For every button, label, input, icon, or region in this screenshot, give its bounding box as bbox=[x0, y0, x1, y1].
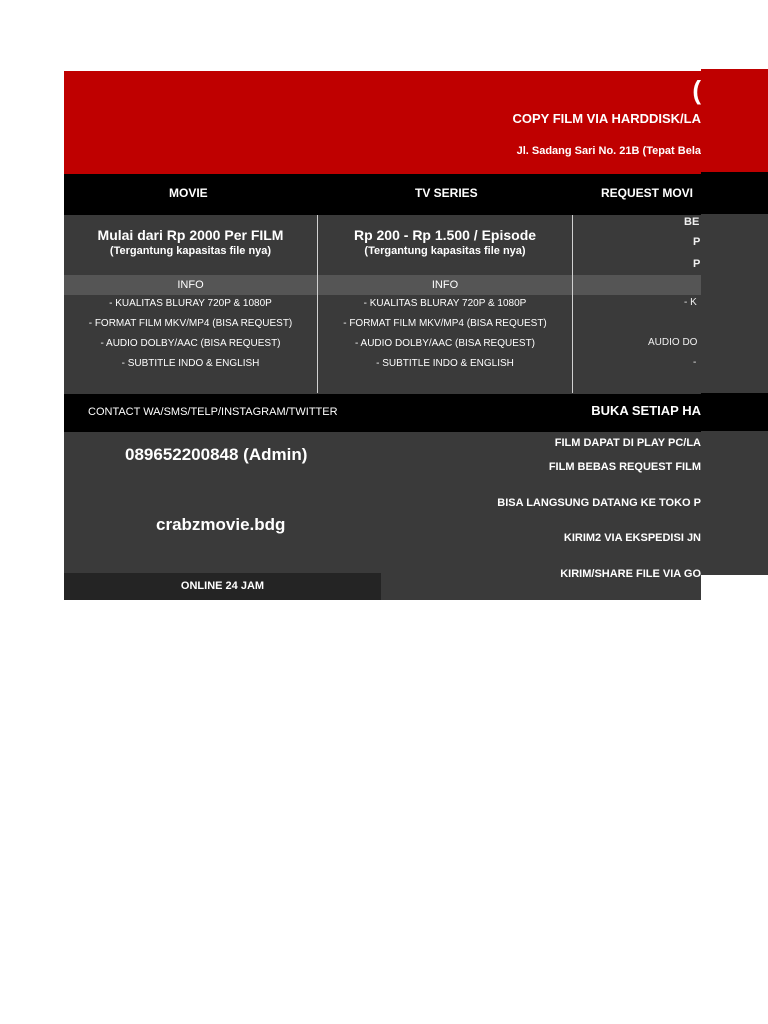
tv-feature: - SUBTITLE INDO & ENGLISH bbox=[376, 358, 514, 369]
service-item: FILM DAPAT DI PLAY PC/LA bbox=[554, 437, 701, 449]
tv-series-column bbox=[318, 215, 573, 393]
banner-title: ( bbox=[692, 75, 701, 105]
opening-hours: BUKA SETIAP HA bbox=[591, 403, 701, 418]
movie-feature: - KUALITAS BLURAY 720P & 1080P bbox=[109, 298, 272, 309]
service-item: FILM BEBAS REQUEST FILM bbox=[548, 461, 701, 473]
request-dash: - bbox=[693, 357, 697, 368]
column-header-row bbox=[64, 174, 701, 215]
service-item: KIRIM2 VIA EKSPEDISI JN bbox=[563, 532, 701, 544]
request-audio: AUDIO DO bbox=[648, 337, 698, 348]
price-sheet bbox=[64, 71, 701, 600]
service-item: KIRIM/SHARE FILE VIA GO bbox=[560, 568, 701, 580]
movie-feature: - AUDIO DOLBY/AAC (BISA REQUEST) bbox=[100, 338, 281, 349]
tv-feature: - KUALITAS BLURAY 720P & 1080P bbox=[363, 298, 527, 309]
offscreen-banner bbox=[701, 69, 768, 172]
tv-feature: - AUDIO DOLBY/AAC (BISA REQUEST) bbox=[354, 338, 536, 349]
tv-price: Rp 200 - Rp 1.500 / Episode bbox=[353, 227, 537, 243]
offscreen-contact-bar bbox=[701, 393, 768, 431]
offscreen-panel bbox=[701, 69, 768, 575]
movie-info-label: INFO bbox=[64, 275, 317, 295]
request-line: P bbox=[693, 236, 701, 248]
tv-info-label: INFO bbox=[318, 275, 572, 295]
movie-price: Mulai dari Rp 2000 Per FILM bbox=[97, 227, 284, 243]
request-line: BE bbox=[684, 216, 700, 228]
contact-label: CONTACT WA/SMS/TELP/INSTAGRAM/TWITTER bbox=[88, 406, 338, 418]
service-item: BISA LANGSUNG DATANG KE TOKO P bbox=[497, 497, 701, 509]
movie-feature: - FORMAT FILM MKV/MP4 (BISA REQUEST) bbox=[88, 318, 293, 329]
request-info-bar bbox=[573, 275, 701, 295]
instagram-handle: crabzmovie.bdg bbox=[156, 515, 286, 534]
header-request-movie: REQUEST MOVI bbox=[601, 186, 694, 200]
online-bar bbox=[64, 573, 381, 600]
header-tv-series: TV SERIES bbox=[415, 186, 478, 200]
phone-number: 089652200848 (Admin) bbox=[125, 445, 308, 464]
header-movie: MOVIE bbox=[169, 186, 208, 200]
movie-feature: - SUBTITLE INDO & ENGLISH bbox=[121, 358, 260, 369]
request-feature: - K bbox=[684, 297, 697, 308]
banner bbox=[64, 71, 701, 174]
offscreen-header bbox=[701, 172, 768, 214]
address-line: Jl. Sadang Sari No. 21B (Tepat Bela bbox=[516, 145, 701, 157]
tv-feature: - FORMAT FILM MKV/MP4 (BISA REQUEST) bbox=[343, 318, 547, 329]
contact-bar bbox=[64, 394, 701, 432]
tv-price-note: (Tergantung kapasitas file nya) bbox=[364, 245, 526, 257]
request-column bbox=[573, 215, 701, 393]
copy-line: COPY FILM VIA HARDDISK/LA bbox=[512, 111, 701, 126]
request-line: P bbox=[693, 258, 701, 270]
movie-column bbox=[64, 215, 318, 393]
online-label: ONLINE 24 JAM bbox=[180, 580, 265, 592]
movie-price-note: (Tergantung kapasitas file nya) bbox=[109, 245, 272, 257]
